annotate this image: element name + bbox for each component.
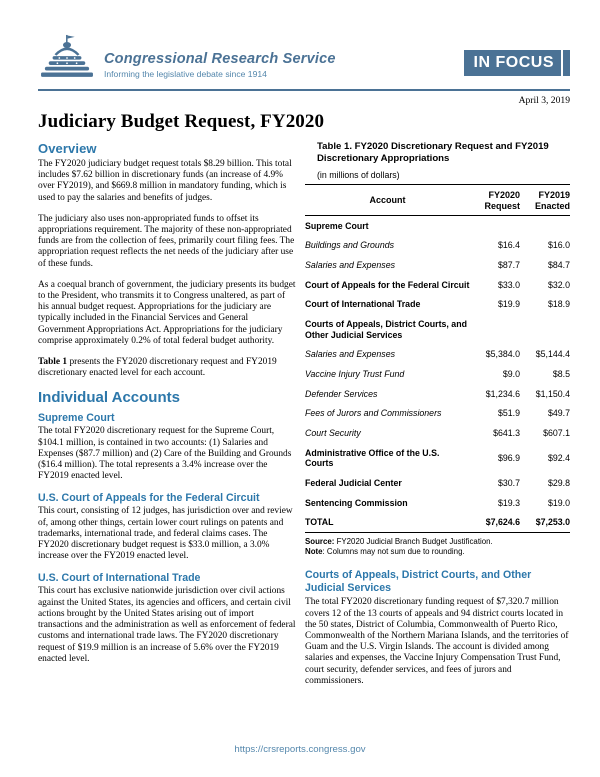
fy2019-cell: [520, 216, 570, 236]
logo-text-block: [104, 39, 336, 79]
fy2020-cell: $1,234.6: [485, 388, 520, 399]
masthead: [38, 34, 570, 86]
fy2019-cell: $18.9: [547, 299, 570, 310]
fy2019-cell: $84.7: [547, 259, 570, 270]
fy2019-cell: $32.0: [547, 279, 570, 290]
fy2020-cell: $5,384.0: [485, 349, 520, 360]
column-header-account: Account: [305, 185, 470, 216]
account-cell: TOTAL: [305, 517, 334, 528]
column-header-fy2020: FY2020 Request: [470, 185, 520, 216]
fy2020-cell: $19.9: [497, 299, 520, 310]
table-row: [305, 404, 570, 424]
fy2020-cell: $7,624.6: [485, 517, 520, 528]
fy2019-cell: $7,253.0: [535, 517, 570, 528]
account-cell: Buildings and Grounds: [305, 240, 395, 251]
fy2020-cell: $19.3: [497, 497, 520, 508]
court-of-appeals-heading: U.S. Court of Appeals for the Federal Circuit: [38, 492, 260, 505]
overview-paragraph-2: The judiciary also uses non-appropriated funds to offset its appropriations requirement. The majority of these non-appropriated funds are from the collection of fees, primarily court filing fees. The appropriation request reflects the net needs of the judiciary after use of these funds.: [38, 213, 295, 269]
fy2019-cell: $29.8: [547, 477, 570, 488]
two-column-layout: [38, 141, 570, 697]
table-row: [305, 236, 570, 256]
header-rule: [38, 89, 570, 91]
fy2020-cell: $641.3: [493, 427, 520, 438]
court-of-appeals-body: This court, consisting of 12 judges, has jurisdiction over and review of, among other things, certain lower court rulings on patents and trademarks, international trade, and federal claims cases. The FY2020 discretionary budget request is $33.0 million, a 3.0% increase over the FY2019 enacted level.: [38, 506, 293, 562]
fy2020-cell: $9.0: [502, 368, 520, 379]
capitol-dome-icon: [38, 34, 96, 84]
account-cell: Salaries and Expenses: [305, 259, 395, 270]
section-courts-of-appeals-district: [305, 569, 570, 687]
table-total-row: [305, 513, 570, 533]
table-subtitle: (in millions of dollars): [317, 170, 400, 180]
budget-table: [305, 184, 570, 533]
section-supreme-court: [38, 412, 296, 482]
table-row: [305, 384, 570, 404]
overview-heading: Overview: [38, 141, 97, 156]
table-note: [305, 547, 570, 557]
table-row: [305, 255, 570, 275]
account-cell: Fees of Jurors and Commissioners: [305, 408, 442, 419]
account-cell: Federal Judicial Center: [305, 477, 402, 488]
table-title: Table 1. FY2020 Discretionary Request and FY2019 Discretionary Appropriations: [317, 141, 549, 164]
section-international-trade: [38, 572, 296, 664]
overview-paragraph-1: The FY2020 judiciary budget request totals $8.29 billion. This total includes $7.62 billion in discretionary funds (an increase of 4.9% over FY2019), and $669.8 million in mandatory funding, which is used to pay the salaries and benefits of judges.: [38, 159, 292, 203]
logo-tagline: Informing the legislative debate since 1914: [104, 69, 267, 79]
fy2019-cell: $607.1: [543, 427, 570, 438]
account-cell: Salaries and Expenses: [305, 349, 395, 360]
account-cell: Court of Appeals for the Federal Circuit: [305, 279, 470, 290]
table-row: [305, 216, 570, 236]
table-row: [305, 295, 570, 315]
fy2019-cell: $16.0: [547, 240, 570, 251]
international-trade-body: This court has exclusive nationwide jurisdiction over civil actions against the United States, its agencies and officers, and certain civil actions brought by the United States arising out of import transactions and the administration as well as enforcement of federal customs and international trade laws. The FY2020 discretionary request of $19.9 million is an increase of 5.6% over the FY2019 enacted level.: [38, 586, 296, 664]
page-title: Judiciary Budget Request, FY2020: [38, 111, 325, 132]
logo-title: Congressional Research Service: [104, 51, 336, 67]
table-1-reference-rest: presents the FY2020 discretionary request and FY2019 discretionary enacted level for each account.: [38, 357, 277, 379]
courts-district-body: The total FY2020 discretionary funding request of $7,320.7 million covers 12 of the 13 courts of appeals and 94 district courts located in the 50 states, District of Columbia, Commonwealth of Puerto Rico, Commonwealth of the Northern Mariana Islands, and the territories of Guam and the U.S. Virgin Islands. The account is divided among salaries and expenses, the Vaccine Injury Compensation Trust Fund, court security, defender services, and fees of jurors and commissioners.: [305, 597, 569, 686]
overview-paragraph-3: As a coequal branch of government, the judiciary presents its budget to the President, who transmits it to Congress unaltered, as part of his annual budget request. Appropriations for the judiciary are typically included in the Financial Services and General Government Appropriations Act. Appropriations for the judiciary comprise approximately 0.2% of total federal budget authority.: [38, 279, 296, 346]
footer-url-link[interactable]: https://crsreports.congress.gov: [234, 744, 366, 755]
account-cell: Administrative Office of the U.S. Courts: [305, 447, 440, 469]
fy2019-cell: $1,150.4: [535, 388, 570, 399]
fy2019-cell: $5,144.4: [535, 349, 570, 360]
table-row: [305, 364, 570, 384]
source-label: Source:: [305, 537, 335, 547]
overview-paragraph-4: [38, 357, 296, 379]
table-row: [305, 314, 570, 344]
account-cell: Defender Services: [305, 388, 378, 399]
fy2019-cell: $92.4: [547, 452, 570, 463]
table-row: [305, 423, 570, 443]
international-trade-heading: U.S. Court of International Trade: [38, 572, 201, 585]
account-cell: Courts of Appeals, District Courts, and Other Judicial Services: [305, 319, 467, 340]
fy2019-cell: $49.7: [547, 408, 570, 419]
table-row: [305, 345, 570, 365]
fy2019-cell: [520, 314, 570, 344]
fy2020-cell: $16.4: [497, 240, 520, 251]
fy2020-cell: [470, 216, 520, 236]
fy2020-cell: $33.0: [497, 279, 520, 290]
column-header-fy2019: FY2019 Enacted: [520, 185, 570, 216]
footer: [0, 744, 600, 755]
in-focus-badge: IN FOCUS: [464, 50, 570, 76]
individual-accounts-heading: Individual Accounts: [38, 389, 180, 407]
supreme-court-body: The total FY2020 discretionary request for the Supreme Court, $104.1 million, is contained in two accounts: (1) Salaries and Expenses ($87.7 million) and (2) Care of the Building and Grounds ($16.4 million). The total represents a 3.4% increase over the FY2019 enacted level.: [38, 426, 292, 482]
account-cell: Court of International Trade: [305, 299, 421, 310]
table-row: [305, 473, 570, 493]
fy2019-cell: $19.0: [547, 497, 570, 508]
right-column: [305, 141, 570, 697]
left-column: [38, 141, 296, 697]
table-header-row: [305, 185, 570, 216]
note-text: : Columns may not sum due to rounding.: [322, 547, 465, 557]
table-source: [305, 537, 570, 547]
fy2020-cell: [470, 314, 520, 344]
fy2020-cell: $51.9: [497, 408, 520, 419]
source-text: FY2020 Judicial Branch Budget Justification.: [334, 537, 493, 547]
fy2020-cell: $30.7: [497, 477, 520, 488]
table-1-reference: Table 1: [38, 357, 68, 368]
section-court-of-appeals: [38, 492, 296, 562]
table-row: [305, 275, 570, 295]
table-row: [305, 493, 570, 513]
fy2020-cell: $96.9: [497, 452, 520, 463]
table-row: [305, 443, 570, 473]
table-notes: [305, 537, 570, 557]
supreme-court-heading: Supreme Court: [38, 412, 115, 425]
account-cell: Court Security: [305, 427, 361, 438]
fy2019-cell: $8.5: [552, 368, 570, 379]
account-cell: Sentencing Commission: [305, 497, 408, 508]
account-cell: Vaccine Injury Trust Fund: [305, 368, 405, 379]
fy2020-cell: $87.7: [497, 259, 520, 270]
publication-date: April 3, 2019: [518, 95, 570, 106]
note-label: Note: [305, 547, 323, 557]
account-cell: Supreme Court: [305, 220, 369, 231]
courts-district-heading: Courts of Appeals, District Courts, and Other Judicial Services: [305, 569, 532, 594]
